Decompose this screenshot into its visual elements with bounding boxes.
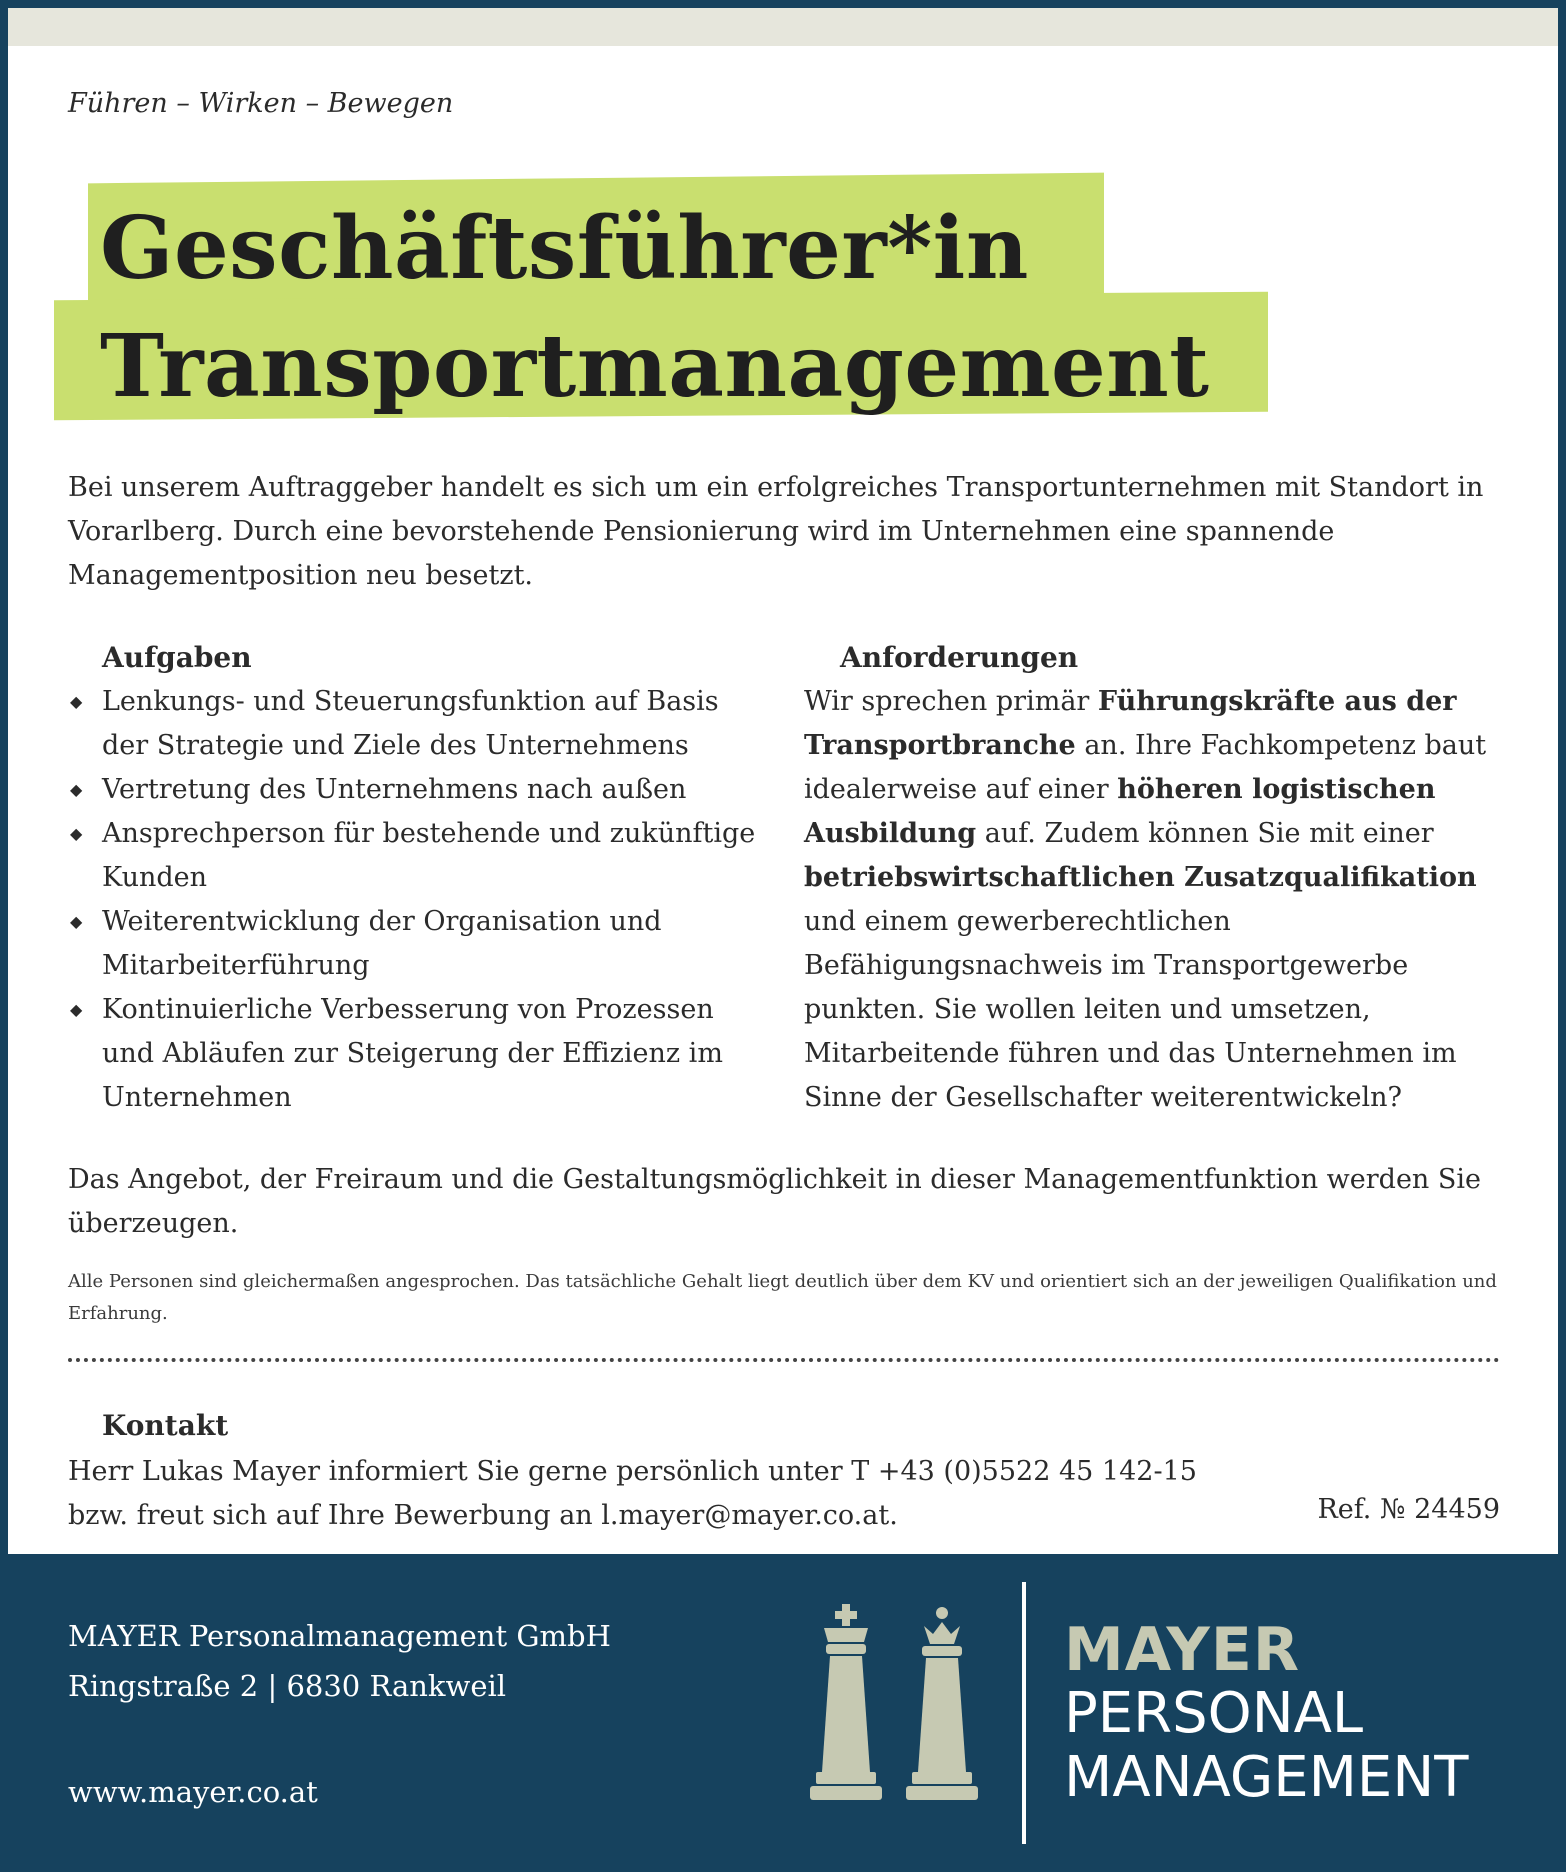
- footer-address: Ringstraße 2 | 6830 Rankweil: [68, 1669, 507, 1703]
- brand-line-2: PERSONAL: [1064, 1681, 1364, 1746]
- requirements-section: [804, 636, 1504, 1120]
- offer-text: Das Angebot, der Freiraum und die Gestaltungsmöglichkeit in dieser Managementfunktion werden Sie überzeugen.: [68, 1164, 1482, 1239]
- diamond-bullet-icon: ◆: [70, 912, 83, 931]
- task-item: ◆ Lenkungs- und Steuerungsfunktion auf Basis der Strategie und Ziele des Unternehmens: [68, 680, 768, 768]
- diamond-bullet-icon: ◆: [70, 824, 83, 843]
- contact-title: Kontakt: [102, 1409, 229, 1442]
- reference-number: Ref. № 24459: [1317, 1494, 1500, 1525]
- task-item: ◆ Ansprechperson für bestehende und zukünftige Kunden: [68, 812, 768, 900]
- job-title-line2: Transportmanagement: [100, 316, 1210, 417]
- requirements-title: Anforderungen: [840, 641, 1079, 674]
- dotted-divider: [68, 1358, 1500, 1362]
- chess-king-and-queen-icon: [800, 1604, 990, 1804]
- footer-website[interactable]: www.mayer.co.at: [68, 1775, 318, 1809]
- tasks-section: [68, 636, 768, 1120]
- requirements-text: Wir sprechen primär Führungskräfte aus der Transportbranche an. Ihre Fachkompetenz baut idealerweise auf einer höheren logistischen Ausbildung auf. Zudem können Sie mit einer betriebswirtschaftlichen Zusatzqualifikation und einem gewerberechtlichen Befähigungsnachweis im Transportgewerbe punkten. Sie wollen leiten und umsetzen, Mitarbeitende führen und das Unternehmen im Sinne der Gesellschafter weiterentwickeln?: [804, 686, 1487, 1113]
- tagline: Führen – Wirken – Bewegen: [68, 88, 454, 119]
- tasks-title: Aufgaben: [102, 641, 252, 674]
- intro-text: Bei unserem Auftraggeber handelt es sich um ein erfolgreiches Transportunternehmen mit Standort in Vorarlberg. Durch eine bevorstehende Pensionierung wird im Unternehmen eine spannende Managementposition neu besetzt.: [68, 472, 1484, 591]
- contact-email-line: bzw. freut sich auf Ihre Bewerbung an l.mayer@mayer.co.at.: [68, 1500, 898, 1531]
- job-title-line1: Geschäftsführer*in: [100, 198, 1029, 299]
- diamond-bullet-icon: ◆: [70, 692, 83, 711]
- task-item: ◆ Weiterentwicklung der Organisation und Mitarbeiterführung: [68, 900, 768, 988]
- brand-line-1: MAYER: [1064, 1615, 1301, 1685]
- logo-divider: [1022, 1582, 1026, 1844]
- brand-line-3: MANAGEMENT: [1064, 1745, 1469, 1810]
- top-strip: [8, 8, 1558, 46]
- contact-phone-line: Herr Lukas Mayer informiert Sie gerne persönlich unter T +43 (0)5522 45 142-15: [68, 1456, 1197, 1487]
- diamond-bullet-icon: ◆: [70, 780, 83, 799]
- task-item: ◆ Vertretung des Unternehmens nach außen: [68, 768, 768, 812]
- task-item: ◆ Kontinuierliche Verbesserung von Prozessen und Abläufen zur Steigerung der Effizienz im Unternehmen: [68, 988, 768, 1120]
- fine-print: Alle Personen sind gleichermaßen angesprochen. Das tatsächliche Gehalt liegt deutlich über dem KV und orientiert sich an der jeweiligen Qualifikation und Erfahrung.: [68, 1271, 1497, 1324]
- footer-company: MAYER Personalmanagement GmbH: [68, 1619, 611, 1653]
- tasks-list: [68, 680, 768, 1120]
- diamond-bullet-icon: ◆: [70, 1000, 83, 1019]
- job-title: [100, 190, 1210, 426]
